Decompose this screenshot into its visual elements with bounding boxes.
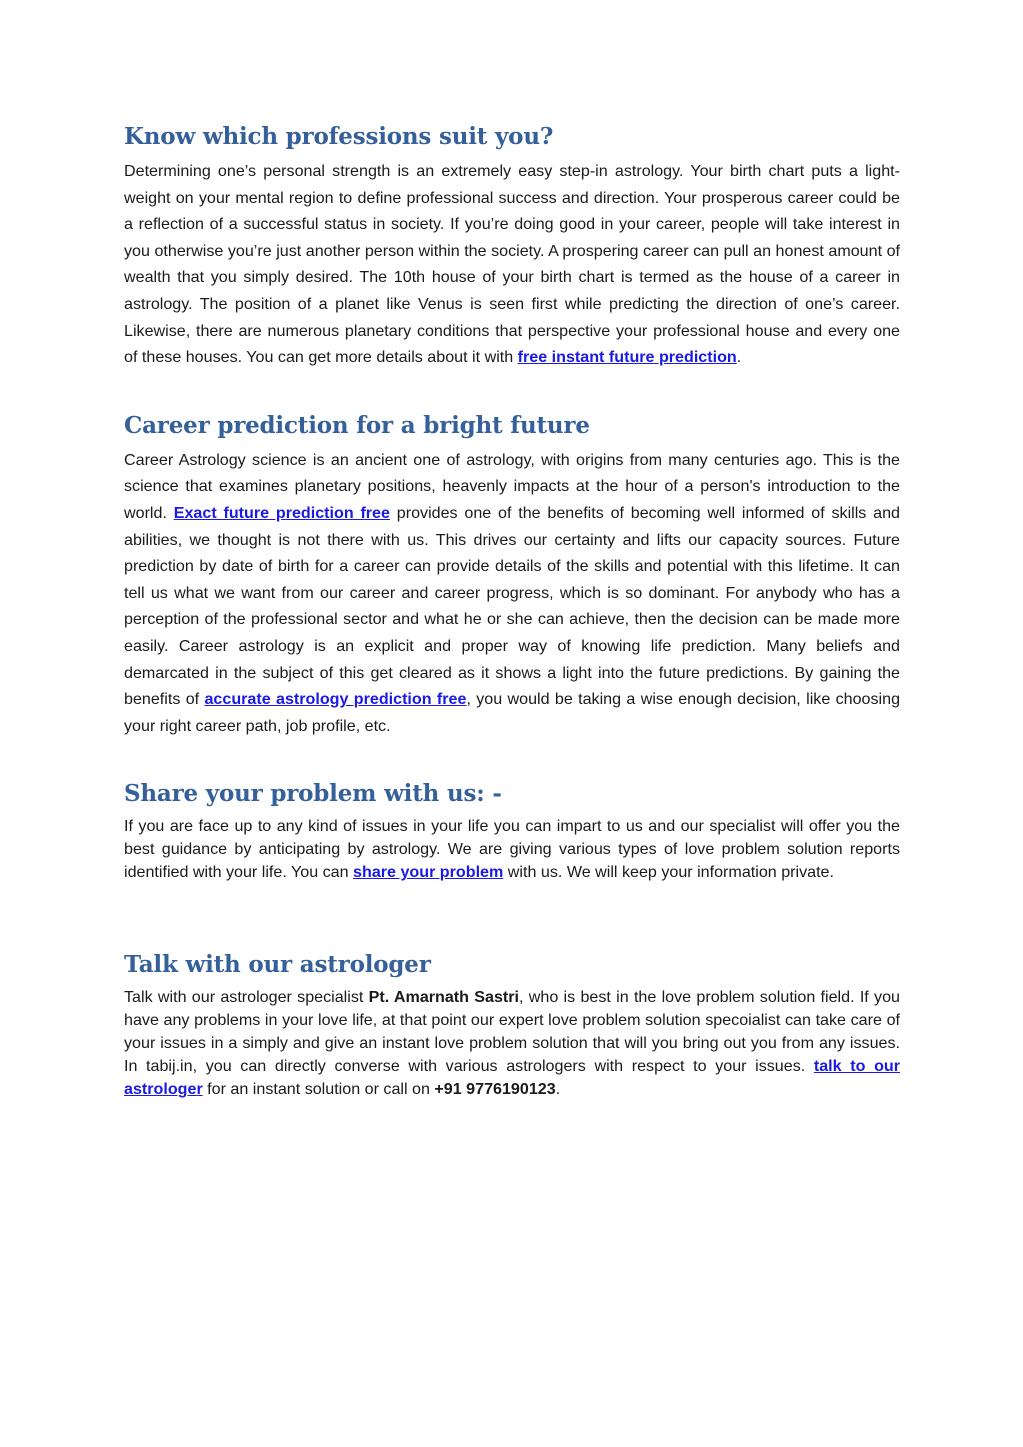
section-paragraph-professions [124, 158, 900, 371]
paragraph-text: provides one of the benefits of becoming well informed of skills and abilities, we thought is not there with us. This drives our certainty and lifts our capacity sources. Future prediction by date of birth for a career can provide details of the skills and potential with this lifetime. It can tell us what we want from our career and career progress, which is so dominant. For anybody who has a perception of the professional sector and what he or she can achieve, then the decision can be made more easily. Career astrology is an explicit and proper way of knowing life prediction. Many beliefs and demarcated in the subject of this get cleared as it shows a light into the future predictions. By gaining the benefits of [124, 503, 900, 709]
phone-number: +91 9776190123 [434, 1080, 556, 1099]
talk-to-our-astrologer-link[interactable]: talk to our astrologer [124, 1057, 901, 1099]
paragraph-text: . [555, 1080, 561, 1099]
exact-future-prediction-free-link[interactable]: Exact future prediction free [173, 503, 390, 522]
paragraph-text: Career Astrology science is an ancient one of astrology, with origins from many centuries ago. This is the science that examines planetary positions, heavenly impacts at the hour of a person's introduction to the world. [124, 450, 900, 522]
accurate-astrology-prediction-free-link[interactable]: accurate astrology prediction free [204, 690, 467, 709]
section-paragraph-talk-astrologer [124, 986, 900, 1101]
section-career-prediction [124, 411, 900, 740]
section-heading-professions: Know which professions suit you? [124, 123, 554, 150]
paragraph-text: Determining one’s personal strength is an extremely easy step-in astrology. Your birth chart puts a light-weight on your mental region to define professional success and direction. Your prosperous career could be a reflection of a successful status in society. If you’re doing good in your career, people will take interest in you otherwise you’re just another person within the society. A prospering career can pull an honest amount of wealth that you simply desired. The 10th house of your birth chart is termed as the house of a career in astrology. The position of a planet like Venus is seen first while predicting the direction of one’s career. Likewise, there are numerous planetary conditions that perspective your professional house and every one of these houses. You can get more details about it with [124, 162, 900, 367]
share-your-problem-link[interactable]: share your problem [353, 863, 504, 882]
section-heading-talk-astrologer: Talk with our astrologer [124, 951, 431, 979]
section-paragraph-career-prediction [124, 447, 900, 740]
paragraph-text: for an instant solution or call on [202, 1080, 435, 1099]
paragraph-text: , you would be taking a wise enough decision, like choosing your right career path, job profile, etc. [124, 690, 901, 735]
section-talk-astrologer [124, 950, 900, 1101]
paragraph-text: . [736, 348, 742, 367]
section-paragraph-share-problem [124, 815, 900, 884]
section-professions [124, 122, 900, 371]
document-page [124, 122, 900, 1101]
paragraph-text: , who is best in the love problem solution field. If you have any problems in your love life, at that point our expert love problem solution specoialist can take care of your issues in a simply and give an instant love problem solution that will you bring out you from any issues. In tabij.in, you can directly converse with various astrologers with respect to your issues. [124, 988, 900, 1076]
section-share-problem [124, 779, 900, 884]
section-heading-share-problem: Share your problem with us: - [124, 780, 502, 808]
paragraph-text: with us. We will keep your information private. [503, 863, 834, 882]
section-heading-career-prediction: Career prediction for a bright future [124, 411, 590, 439]
paragraph-text: If you are face up to any kind of issues in your life you can impart to us and our specialist will offer you the best guidance by anticipating by astrology. We are giving various types of love problem solution reports identified with your life. You can [124, 817, 900, 882]
paragraph-text: Talk with our astrologer specialist [124, 988, 369, 1007]
free-instant-future-prediction-link[interactable]: free instant future prediction [517, 348, 737, 367]
astrologer-name: Pt. Amarnath Sastri [368, 988, 520, 1007]
